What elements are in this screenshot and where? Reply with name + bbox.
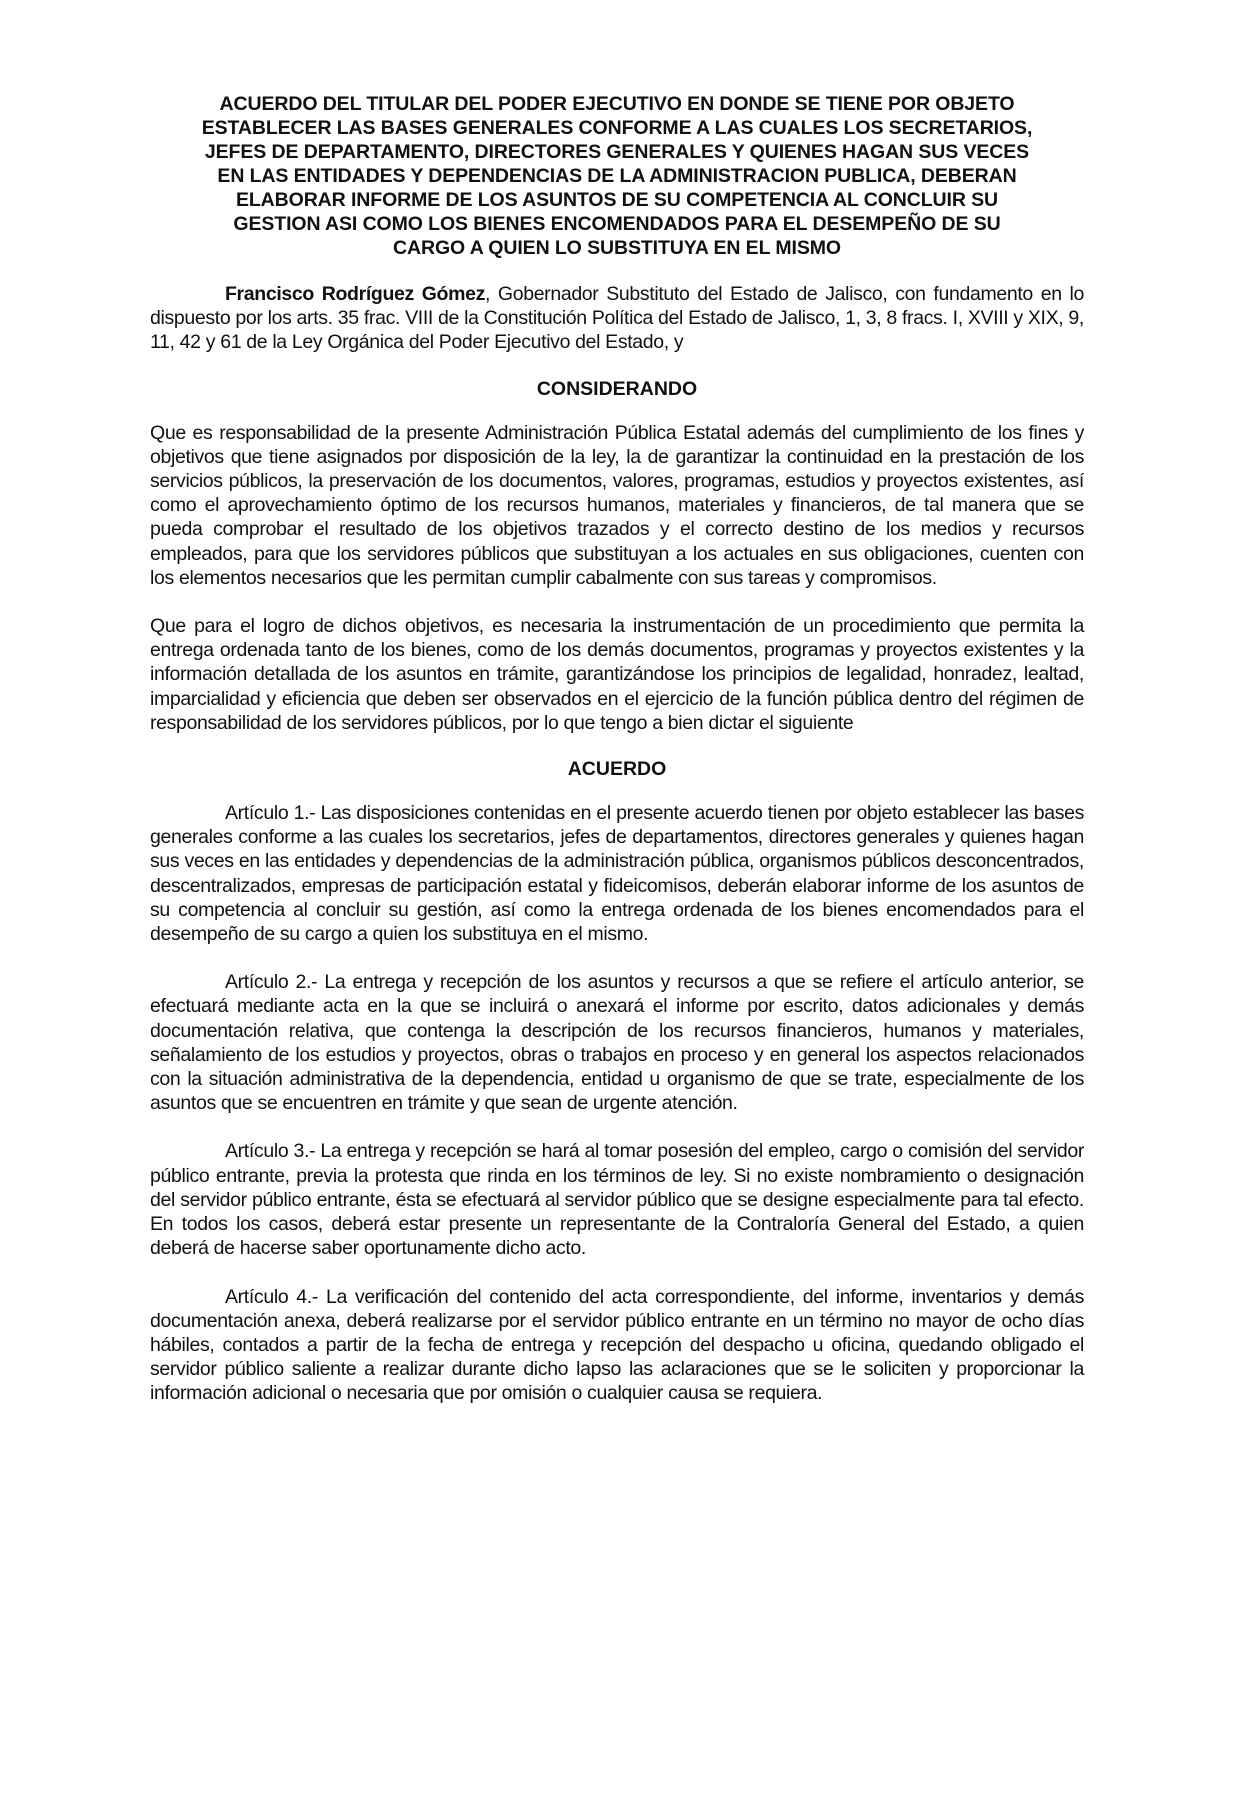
article-4: Artículo 4.- La verificación del contenido del acta correspondiente, del informe, inventarios y demás documentación anexa, deberá realizarse por el servidor público entrante en un término no mayor de ocho días hábiles, contados a partir de la fecha de entrega y recepción del despacho u oficina, quedando obligado el servidor público saliente a realizar durante dicho lapso las aclaraciones que se le soliciten y proporcionar la información adicional o necesaria que por omisión o cualquier causa se requiera. — [150, 1285, 1084, 1405]
article-1: Artículo 1.- Las disposiciones contenidas en el presente acuerdo tienen por objeto establecer las bases generales conforme a las cuales los secretarios, jefes de departamentos, directores generales y quienes hagan sus veces en las entidades y dependencias de la administración pública, organismos públicos desconcentrados, descentralizados, empresas de participación estatal y fideicomisos, deberán elaborar informe de los asuntos de su competencia al concluir su gestión, así como la entrega ordenada de los bienes encomendados para el desempeño de su cargo a quien los substituya en el mismo. — [150, 802, 1084, 946]
document-page — [150, 92, 1084, 1430]
preamble-text: , Gobernador Substituto del Estado de Jalisco, con fundamento en lo dispuesto por los arts. 35 frac. VIII de la Constitución Política del Estado de Jalisco, 1, 3, 8 fracs. I, XVIII y XIX, 9, 11, 42 y 61 de la Ley Orgánica del Poder Ejecutivo del Estado, y — [150, 283, 1084, 354]
preamble — [150, 282, 1084, 355]
considerando-section — [150, 377, 1084, 735]
considerando-paragraph: Que para el logro de dichos objetivos, es necesaria la instrumentación de un procedimiento que permita la entrega ordenada tanto de los bienes, como de los demás documentos, programas y proyectos existentes y la información detallada de los asuntos en trámite, garantizándose los principios de legalidad, honradez, lealtad, imparcialidad y eficiencia que deben ser observados en el ejercicio de la función pública dentro del régimen de responsabilidad de los servidores públicos, por lo que tengo a bien dictar el siguiente — [150, 615, 1084, 734]
acuerdo-heading: ACUERDO — [567, 758, 667, 781]
considerando-paragraph: Que es responsabilidad de la presente Administración Pública Estatal además del cumplimiento de los fines y objetivos que tiene asignados por disposición de la ley, la de garantizar la continuidad en la prestación de los servicios públicos, la preservación de los documentos, valores, programas, estudios y proyectos existentes, así como el aprovechamiento óptimo de los recursos humanos, materiales y financieros, de tal manera que se pueda comprobar el resultado de los objetivos trazados y el correcto destino de los medios y recursos empleados, para que los servidores públicos que substituyan a los actuales en sus obligaciones, cuenten con los elementos necesarios que les permitan cumplir cabalmente con sus tareas y compromisos. — [150, 421, 1084, 589]
considerando-heading: CONSIDERANDO — [536, 377, 698, 400]
article-2: Artículo 2.- La entrega y recepción de los asuntos y recursos a que se refiere el artículo anterior, se efectuará mediante acta en la que se incluirá o anexará el informe por escrito, datos adicionales y demás documentación relativa, que contenga la descripción de los recursos financieros, humanos y materiales, señalamiento de los estudios y proyectos, obras o trabajos en proceso y en general los aspectos relacionados con la situación administrativa de la dependencia, entidad u organismo de que se trate, especialmente de los asuntos que se encuentren en trámite y que sean de urgente atención. — [150, 971, 1084, 1115]
author-name: Francisco Rodríguez Gómez — [225, 283, 486, 305]
document-title: ACUERDO DEL TITULAR DEL PODER EJECUTIVO EN DONDE SE TIENE POR OBJETO ESTABLECER LAS BASES GENERALES CONFORME A LAS CUALES LOS SECRETARIOS, JEFES DE DEPARTAMENTO, DIRECTORES GENERALES Y QUIENES HAGAN SUS VECES EN LAS ENTIDADES Y DEPENDENCIAS DE LA ADMINISTRACION PUBLICA, DEBERAN ELABORAR INFORME DE LOS ASUNTOS DE SU COMPETENCIA AL CONCLUIR SU GESTION ASI COMO LOS BIENES ENCOMENDADOS PARA EL DESEMPEÑO DE SU CARGO A QUIEN LO SUBSTITUYA EN EL MISMO — [201, 93, 1033, 259]
acuerdo-section — [150, 757, 1084, 1405]
article-3: Artículo 3.- La entrega y recepción se hará al tomar posesión del empleo, cargo o comisión del servidor público entrante, previa la protesta que rinda en los términos de ley. Si no existe nombramiento o designación del servidor público entrante, ésta se efectuará al servidor público que se designe especialmente para tal efecto. En todos los casos, deberá estar presente un representante de la Contraloría General del Estado, a quien deberá de hacerse saber oportunamente dicho acto. — [150, 1140, 1084, 1260]
